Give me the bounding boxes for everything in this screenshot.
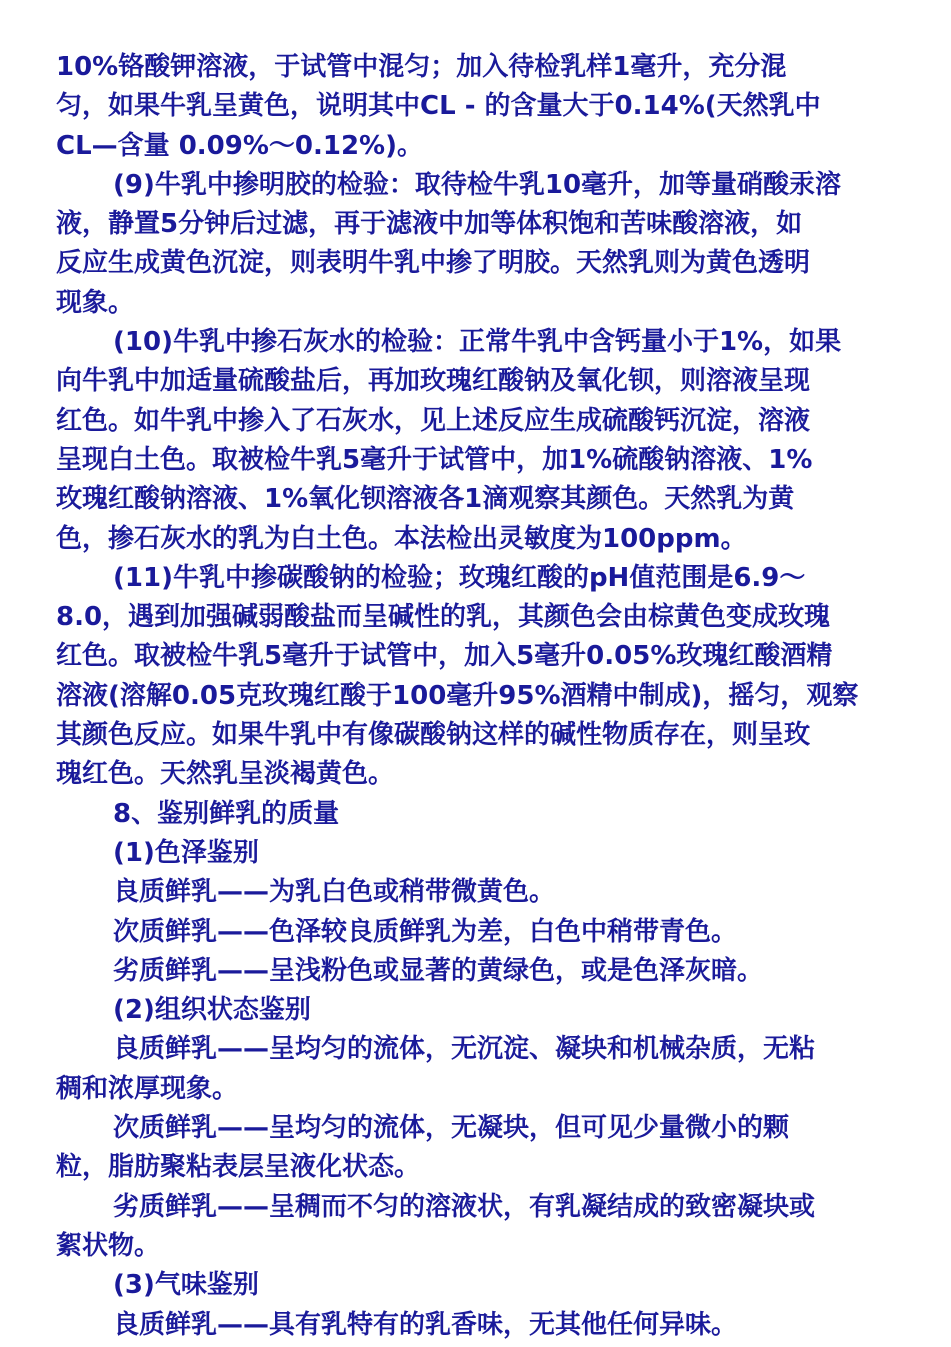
text-line: 其颜色反应。如果牛乳中有像碳酸钠这样的碱性物质存在，则呈玫: [56, 720, 811, 751]
subsection-heading: (2)组织状态鉴别: [113, 995, 311, 1026]
text-line: 良质鲜乳——具有乳特有的乳香味，无其他任何异味。: [113, 1309, 738, 1340]
text-line: 向牛乳中加适量硫酸盐后，再加玫瑰红酸钠及氧化钡，则溶液呈现: [56, 366, 811, 397]
text-line: (9)牛乳中掺明胶的检验：取待检牛乳10毫升，加等量硝酸汞溶: [113, 169, 842, 200]
text-line: 瑰红色。天然乳呈淡褐黄色。: [56, 759, 395, 790]
text-line: (10)牛乳中掺石灰水的检验：正常牛乳中含钙量小于1%，如果: [113, 327, 842, 358]
text-line: 良质鲜乳——为乳白色或稍带微黄色。: [113, 877, 556, 908]
text-line: 色，掺石灰水的乳为白土色。本法检出灵敏度为100ppm。: [56, 523, 747, 554]
text-line: 8.0，遇到加强碱弱酸盐而呈碱性的乳，其颜色会由棕黄色变成玫瑰: [56, 602, 831, 633]
text-line: 絮状物。: [56, 1230, 161, 1261]
text-line: 溶液(溶解0.05克玫瑰红酸于100毫升95%酒精中制成)，摇匀，观察: [56, 680, 859, 711]
text-line: 稠和浓厚现象。: [56, 1073, 239, 1104]
text-line: 次质鲜乳——色泽较良质鲜乳为差，白色中稍带青色。: [113, 916, 738, 947]
text-line: 劣质鲜乳——呈浅粉色或显著的黄绿色，或是色泽灰暗。: [113, 955, 764, 986]
text-line: 良质鲜乳——呈均匀的流体，无沉淀、凝块和机械杂质，无粘: [113, 1034, 816, 1065]
text-line: (11)牛乳中掺碳酸钠的检验；玫瑰红酸的pH值范围是6.9～: [113, 562, 806, 593]
text-line: 10%铬酸钾溶液，于试管中混匀；加入待检乳样1毫升，充分混: [56, 52, 787, 82]
section-heading: 8、鉴别鲜乳的质量: [113, 798, 340, 829]
text-line: 反应生成黄色沉淀，则表明牛乳中掺了明胶。天然乳则为黄色透明: [56, 248, 811, 279]
document-page: [56, 48, 904, 1345]
text-line: 现象。: [56, 287, 135, 318]
text-line: 次质鲜乳——呈均匀的流体，无凝块，但可见少量微小的颗: [113, 1113, 790, 1144]
text-line: 粒，脂肪聚粘表层呈液化状态。: [56, 1152, 421, 1183]
text-line: 劣质鲜乳——呈稠而不匀的溶液状，有乳凝结成的致密凝块或: [113, 1191, 816, 1222]
text-line: 红色。取被检牛乳5毫升于试管中，加入5毫升0.05%玫瑰红酸酒精: [56, 641, 833, 672]
text-line: 呈现白土色。取被检牛乳5毫升于试管中，加1%硫酸钠溶液、1%: [56, 444, 813, 475]
text-line: 匀，如果牛乳呈黄色，说明其中CL - 的含量大于0.14%(天然乳中: [56, 91, 821, 122]
text-line: CL—含量 0.09%～0.12%)。: [56, 130, 423, 161]
text-line: 红色。如牛乳中掺入了石灰水，见上述反应生成硫酸钙沉淀，溶液: [56, 405, 811, 436]
subsection-heading: (3)气味鉴别: [113, 1270, 259, 1301]
text-line: 液，静置5分钟后过滤，再于滤液中加等体积饱和苦味酸溶液，如: [56, 209, 803, 240]
subsection-heading: (1)色泽鉴别: [113, 837, 259, 868]
text-line: 玫瑰红酸钠溶液、1%氧化钡溶液各1滴观察其颜色。天然乳为黄: [56, 484, 795, 515]
